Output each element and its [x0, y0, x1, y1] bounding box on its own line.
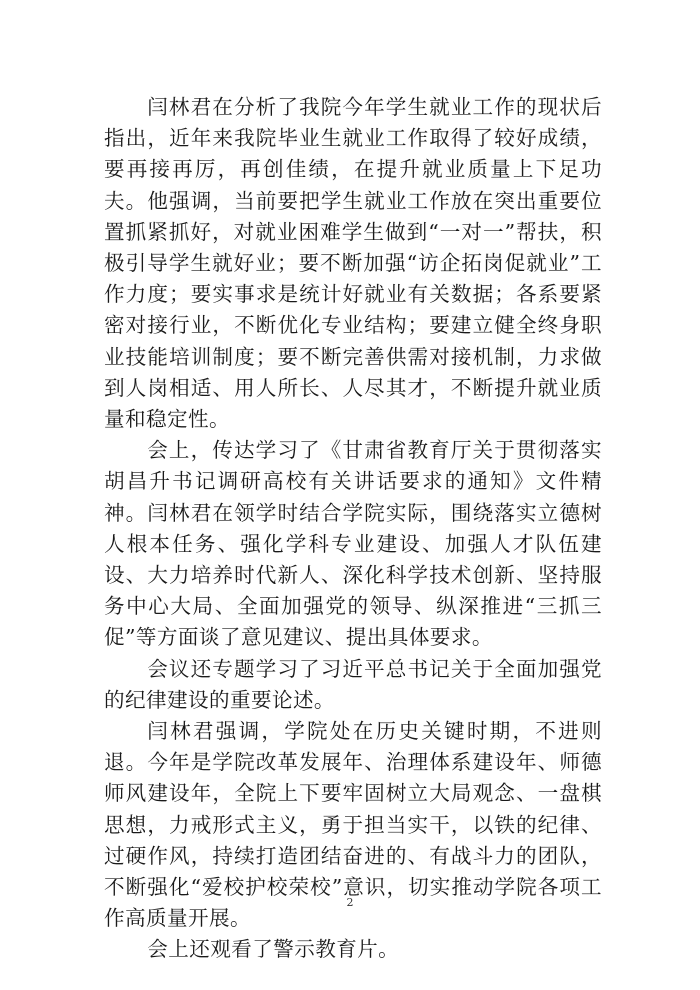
paragraph-discipline-study: 会议还专题学习了习近平总书记关于全面加强党的纪律建设的重要论述。 [104, 656, 602, 712]
paragraph-key-period: 闫林君强调，学院处在历史关键时期，不进则退。今年是学院改革发展年、治理体系建设年、师德师风建设年，全院上下要牢固树立大局观念、一盘棋思想，力戒形式主义，勇于担当实干，以铁的纪律、过硬作风，持续打造团结奋进的、有战斗力的团队，不断强化“爱校护校荣校”意识，切实推动学院各项工作高质量开展。 [104, 719, 602, 931]
paragraph-employment-work: 闫林君在分析了我院今年学生就业工作的现状后指出，近年来我院毕业生就业工作取得了较好成绩，要再接再厉，再创佳绩，在提升就业质量上下足功夫。他强调，当前要把学生就业工作放在突出重要位置抓紧抓好，对就业困难学生做到“一对一”帮扶，积极引导学生就好业；要不断加强“访企拓岗促就业”工作力度；要实事求是统计好就业有关数据；各系要紧密对接行业，不断优化专业结构；要建立健全终身职业技能培训制度；要不断完善供需对接机制，力求做到人岗相适、用人所长、人尽其才，不断提升就业质量和稳定性。 [104, 95, 602, 432]
paragraph-notice-study: 会上，传达学习了《甘肃省教育厅关于贯彻落实胡昌升书记调研高校有关讲话要求的通知》文件精神。闫林君在领学时结合学院实际，围绕落实立德树人根本任务、强化学科专业建设、加强人才队伍建设、大力培养时代新人、深化科学技术创新、坚持服务中心大局、全面加强党的领导、纵深推进“三抓三促”等方面谈了意见建议、提出具体要求。 [104, 438, 602, 650]
page-number: 2 [346, 896, 354, 909]
paragraph-warning-film: 会上还观看了警示教育片。 [147, 937, 400, 962]
document-body [104, 92, 602, 966]
